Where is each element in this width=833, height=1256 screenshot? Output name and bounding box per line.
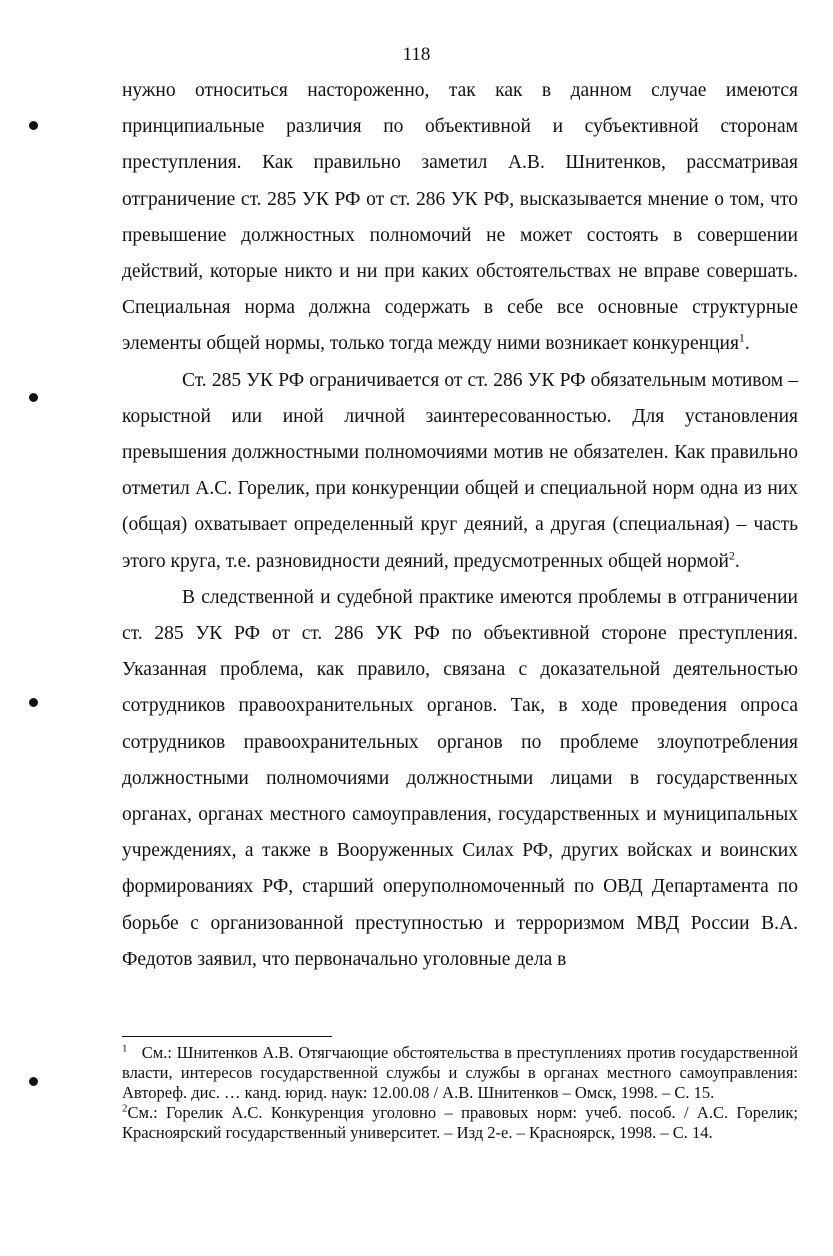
binding-hole-mark [29,121,38,130]
binding-hole-mark [29,393,38,402]
footnote-separator [122,1036,332,1037]
footnote [122,1103,798,1143]
binding-hole-mark [29,1077,38,1086]
footnote-ref[interactable]: 2 [728,548,735,563]
footnote [122,1043,798,1103]
binding-hole-mark [29,698,38,707]
paragraph-tail: . [734,550,740,572]
paragraph-text: нужно относиться настороженно, так как в данном случае имеются принципиальные различия по объективной и субъективной сторонам преступления. Как правильно заметил А.В. Шнитенков, рассматривая отграничение ст. 285 УК РФ от ст. 286 УК РФ, высказывается мнение о том, что превышение должностных полномочий не может состоять в совершении действий, которые никто и ни при каких обстоятельствах не вправе совершать. Специальная норма должна содержать в себе все основные структурные элементы общей нормы, только тогда между ними возникает конкуренция [122,80,798,355]
paragraph [122,580,798,978]
paragraph-text: В следственной и судебной практике имеются проблемы в отграничении ст. 285 УК РФ от ст. 286 УК РФ по объективной стороне преступления. Указанная проблема, как правило, связана с доказательной деятельностью сотрудников правоохранительных органов. Так, в ходе проведения опроса сотрудников правоохранительных органов по проблеме злоупотребления должностными полномочиями должностными лицами в государственных органах, органах местного самоуправления, государственных и муниципальных учреждениях, а также в Вооруженных Силах РФ, других войсках и воинских формированиях РФ, старший оперуполномоченный по ОВД Департамента по борьбе с организованной преступностью и терроризмом МВД России В.А. Федотов заявил, что первоначально уголовные дела в [122,586,798,970]
paragraph-tail: . [744,333,750,355]
paragraph [122,73,798,363]
footnote-marker: 1 [122,1042,128,1055]
footnote-text: См.: Горелик А.С. Конкуренция уголовно – правовых норм: учеб. пособ. / А.С. Горелик; Красноярский государственный университет. – Изд 2-е. – Красноярск, 1998. – С. 14. [122,1103,798,1142]
footnotes [122,1043,798,1143]
paragraph-text: Ст. 285 УК РФ ограничивается от ст. 286 УК РФ обязательным мотивом – корыстной или иной личной заинтересованностью. Для установления превышения должностными полномочиями мотив не обязателен. Как правильно отметил А.С. Горелик, при конкуренции общей и специальной норм одна из них (общая) охватывает определенный круг деяний, а другая (специальная) – часть этого круга, т.е. разновидности деяний, предусмотренных общей нормой [122,369,798,572]
footnote-text: См.: Шнитенков А.В. Отягчающие обстоятельства в преступлениях против государственной власти, интересов государственной службы и службы в органах местного самоуправления: Автореф. дис. … канд. юрид. наук: 12.00.08 / А.В. Шнитенков – Омск, 1998. – С. 15. [122,1043,798,1102]
body-text [122,73,798,978]
footnote-ref[interactable]: 1 [738,330,745,345]
page-number: 118 [402,44,431,65]
footnote-marker: 2 [122,1102,128,1115]
paragraph [122,363,798,580]
